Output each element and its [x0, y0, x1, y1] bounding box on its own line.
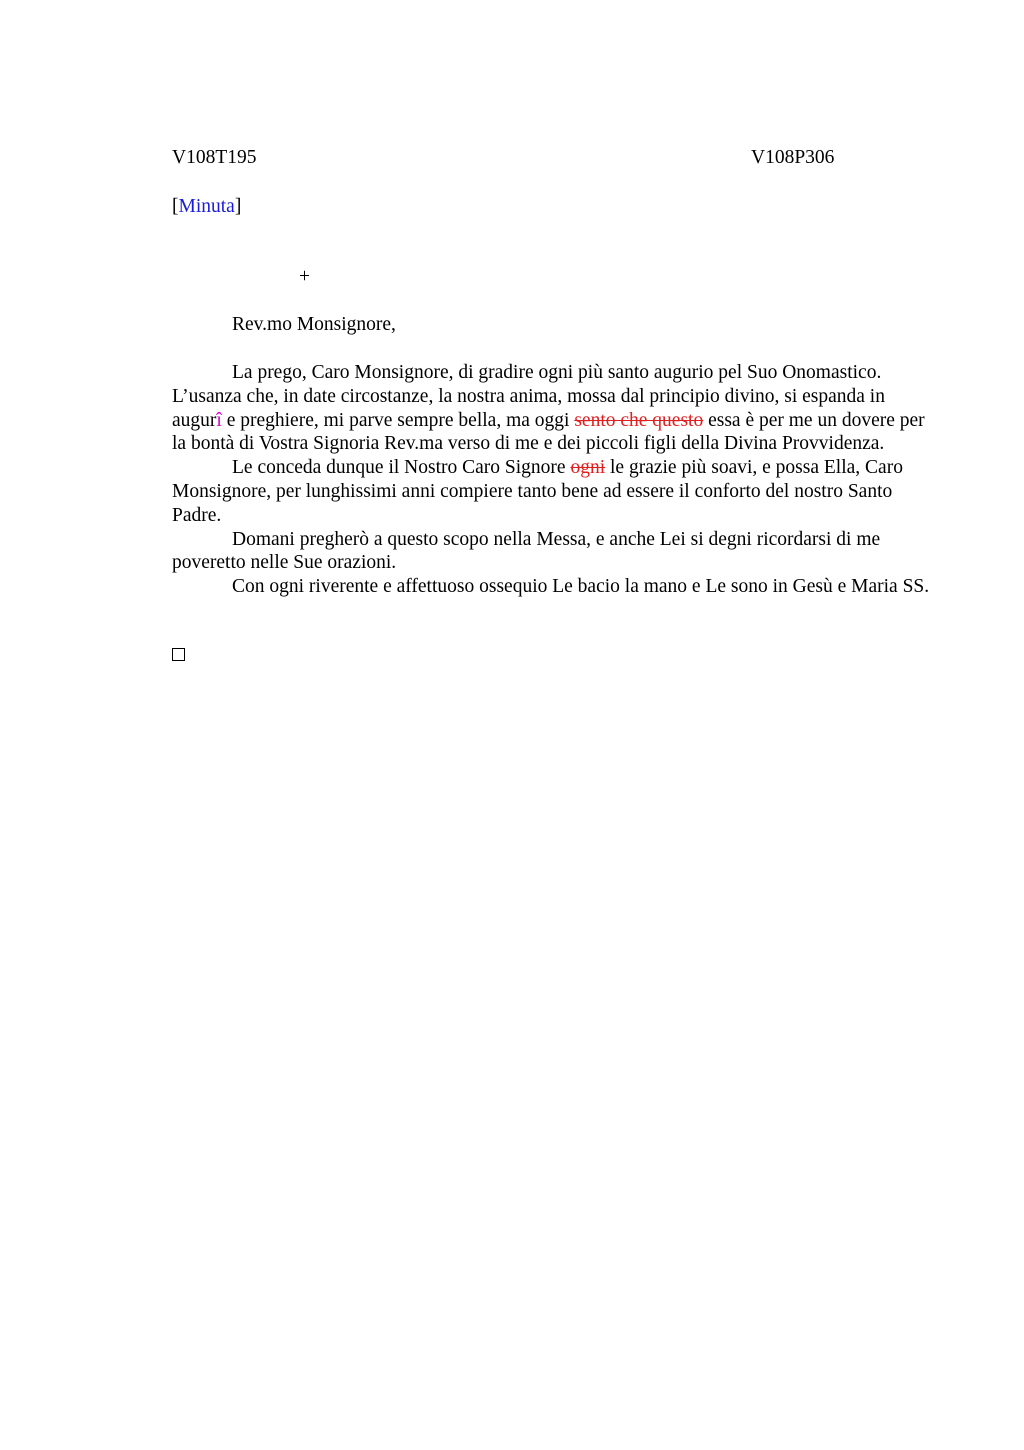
letter-body — [172, 361, 932, 599]
salutation: Rev.mo Monsignore, — [232, 314, 396, 335]
close-bracket: ] — [234, 196, 242, 217]
header-left-code: V108T195 — [172, 147, 257, 168]
paragraph-1 — [172, 361, 932, 456]
deleted-text: ogni — [570, 457, 606, 479]
header-right-code: V108P306 — [751, 147, 835, 168]
paragraph-1-text-a: La prego, Caro Monsignore, di gradire ogni più santo augurio pel Suo Onomastico. L’usanza che, in date circostanze, la nostra anima, mossa dal principio divino, si espanda in augur — [172, 362, 885, 431]
inserted-text: î — [216, 409, 222, 431]
paragraph-4: Con ogni riverente e affettuoso ossequio Le bacio la mano e Le sono in Gesù e Maria SS. — [232, 576, 930, 598]
paragraph-2 — [172, 456, 932, 527]
paragraph-2-text-b: le grazie più soavi, e possa Ella, Caro Monsignore, per lunghissimi anni compiere tanto bene ad essere il conforto del nostro Santo Padre. — [172, 457, 903, 526]
document-type-link[interactable]: Minuta — [178, 196, 235, 217]
deleted-text: sento che questo — [574, 409, 704, 431]
paragraph-1-text-b: e preghiere, mi parve sempre bella, ma oggi — [221, 409, 575, 431]
document-type-label — [172, 195, 241, 219]
open-bracket: [ — [172, 196, 179, 217]
paragraph-2-text-a: Le conceda dunque il Nostro Caro Signore — [232, 457, 571, 479]
cross-symbol: + — [299, 266, 310, 287]
paragraph-3: Domani pregherò a questo scopo nella Messa, e anche Lei si degni ricordarsi di me poveretto nelle Sue orazioni. — [172, 528, 881, 574]
square-outline-icon — [172, 648, 185, 661]
paragraph-1-text-c: essa è per me un dovere per la bontà di Vostra Signoria Rev.ma verso di me e dei piccoli figli della Divina Provvidenza. — [172, 409, 925, 455]
